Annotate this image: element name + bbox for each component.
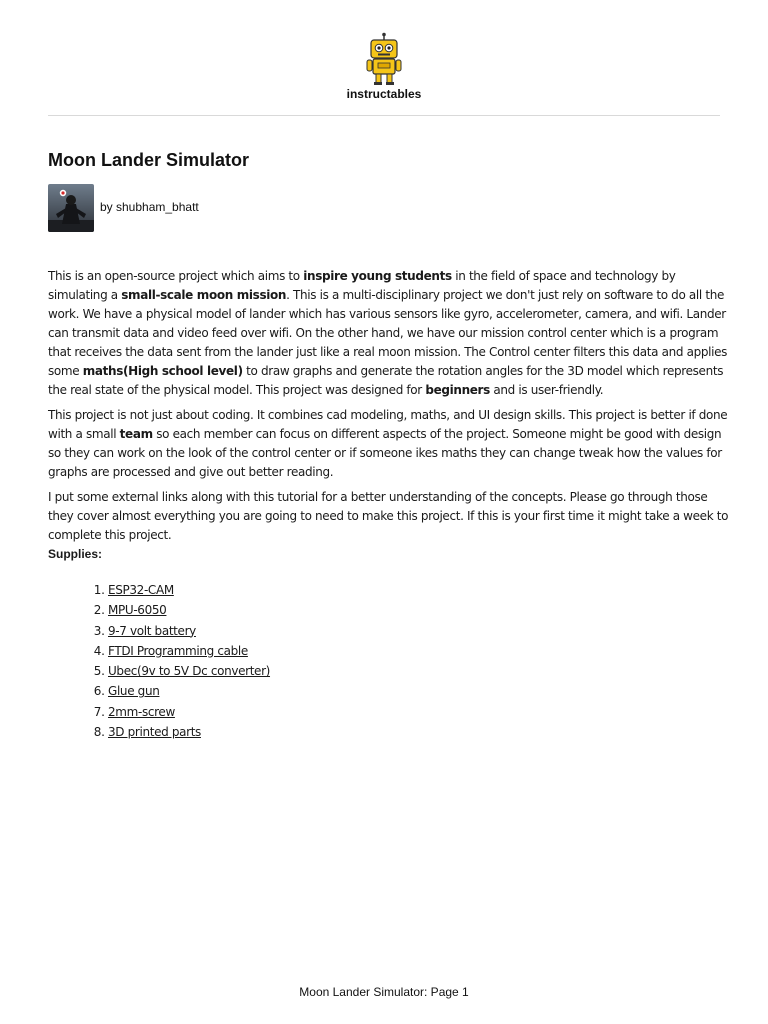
list-item [108, 621, 730, 641]
instructables-robot-logo[interactable] [362, 32, 406, 86]
bold-text: team [119, 427, 153, 441]
list-item [108, 641, 730, 661]
brand-name[interactable]: instructables [346, 87, 422, 101]
text-run: and is user-friendly. [489, 383, 604, 397]
list-item [108, 702, 730, 722]
text-run: so each member can focus on different aspects of the project. Someone might be good with design so they can work on the look of the control center or if someone ikes maths they can change tweak how the values for graphs are processed and give out better reading. [48, 427, 722, 479]
bold-text: maths(High school level) [82, 364, 243, 378]
text-run: This is an open-source project which aims to [48, 269, 304, 283]
links-paragraph: I put some external links along with this tutorial for a better understanding of the concepts. Please go through those they cover almost everything you are going to need to make this project. If this is your first time it might take a week to complete this project. [48, 490, 729, 542]
supply-link[interactable]: MPU-6050 [108, 603, 167, 618]
author-avatar[interactable] [48, 184, 94, 232]
list-item [108, 681, 730, 701]
list-item [108, 580, 730, 600]
supply-link[interactable]: 9-7 volt battery [108, 623, 196, 638]
supply-link[interactable]: 2mm-screw [108, 704, 175, 719]
text-run: . This is a multi-disciplinary project we don't just rely on software to do all the work. We have a physical model of lander which has various sensors like gyro, accelerometer, camera, and wifi. Lander can transmit data and video feed over wifi. On the other hand, we have our mission control center which is a program that receives the data sent from the lander just like a real moon mission. The Control center filters this data and applies some [48, 288, 728, 378]
supplies-list [48, 580, 730, 742]
supply-link[interactable]: 3D printed parts [108, 725, 201, 740]
intro-paragraph [48, 267, 730, 400]
list-item [108, 661, 730, 681]
supplies-heading: Supplies: [48, 547, 103, 561]
supply-link[interactable]: Ubec(9v to 5V Dc converter) [108, 664, 271, 679]
bold-text: inspire young students [303, 269, 452, 283]
bold-text: small-scale moon mission [121, 288, 287, 302]
header-divider [48, 115, 720, 116]
team-paragraph [48, 406, 730, 482]
page-footer: Moon Lander Simulator: Page 1 [299, 985, 469, 999]
list-item [108, 722, 730, 742]
supply-link[interactable]: ESP32-CAM [108, 583, 174, 597]
text-run: This project is not just about coding. It combines cad modeling, maths, and UI design skills. This project is better if done with a small [48, 408, 728, 441]
supply-link[interactable]: FTDI Programming cable [108, 643, 248, 658]
page-header [0, 0, 768, 116]
text-run: to draw graphs and generate the rotation angles for the 3D model which represents the real state of the physical model. This project was designed for [48, 364, 724, 397]
bold-text: beginners [425, 383, 490, 397]
supply-link[interactable]: Glue gun [108, 684, 160, 699]
article-body [48, 267, 730, 742]
text-run: in the field of space and technology by simulating a [48, 269, 676, 302]
author-byline[interactable]: by shubham_bhatt [100, 200, 199, 214]
page-title: Moon Lander Simulator [48, 150, 250, 170]
avatar-image-icon [48, 184, 94, 232]
list-item [108, 600, 730, 620]
